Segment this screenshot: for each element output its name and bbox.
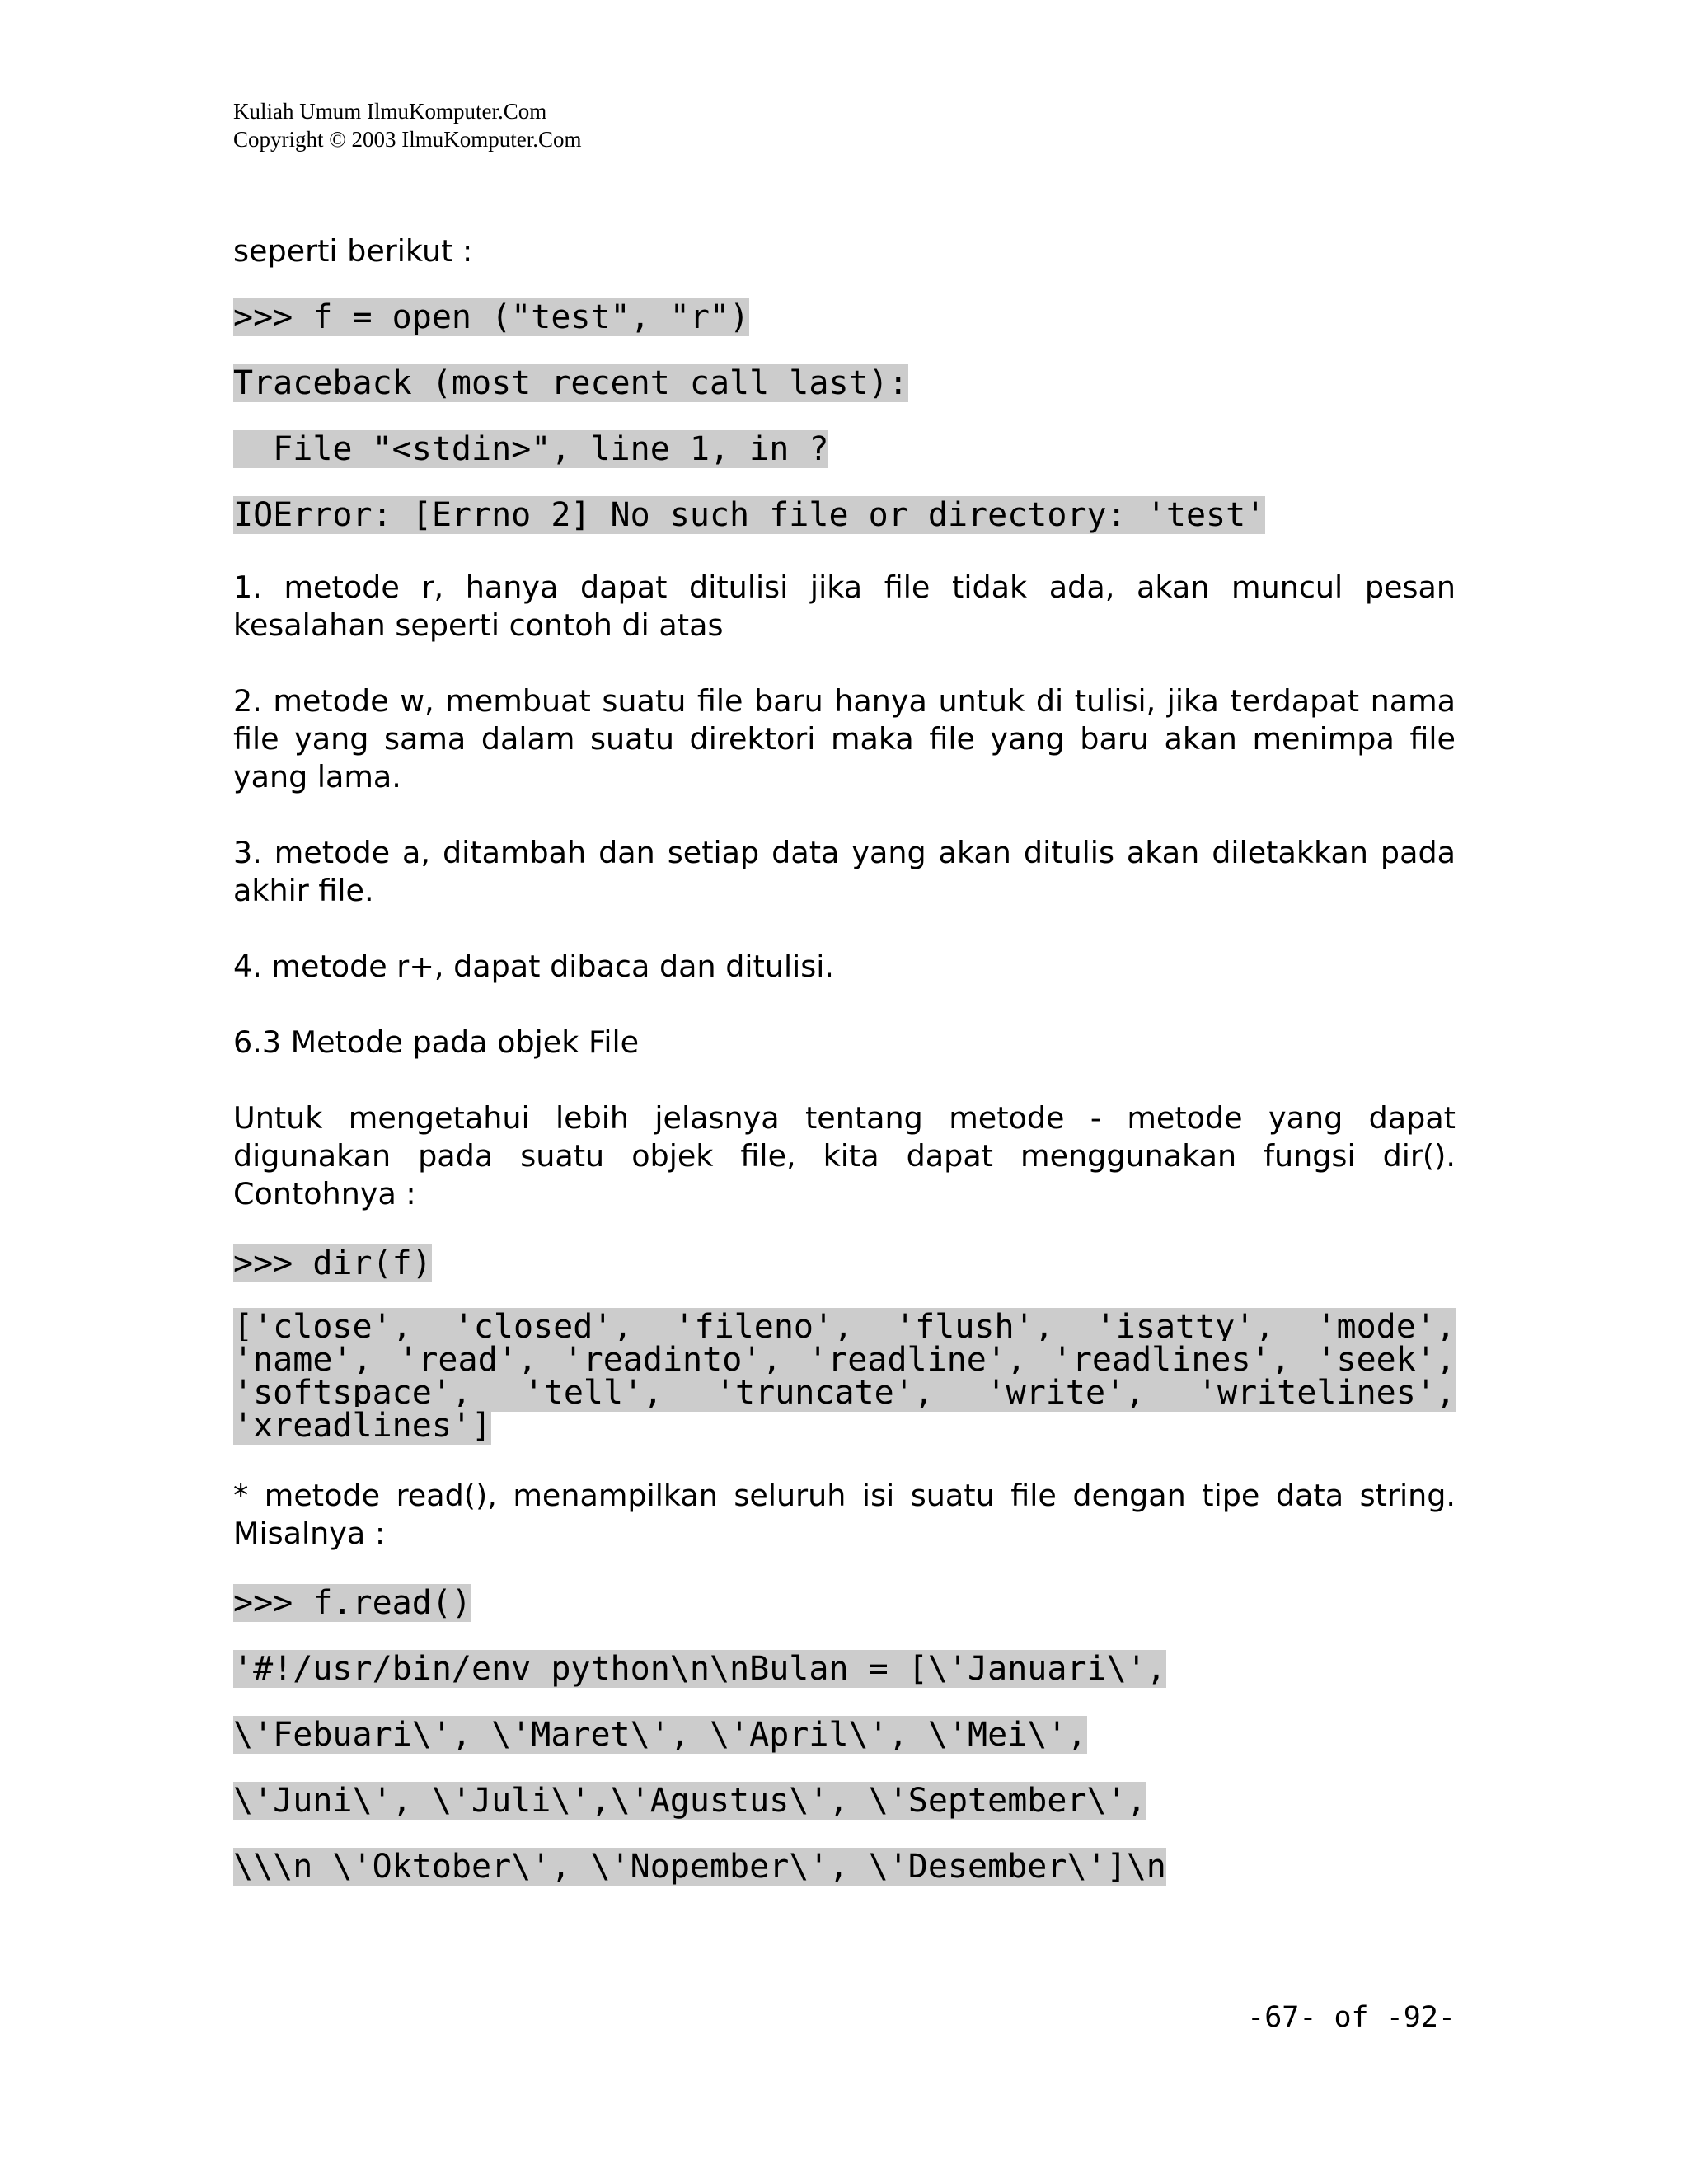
header-copyright: Copyright © 2003 IlmuKomputer.Com [233,127,582,152]
code-read-output-line-4-text: \\\n \'Oktober\', \'Nopember\', \'Desember\']\n [233,1848,1166,1886]
page-number: -67- of -92- [1247,2001,1456,2034]
code-read-command-text: >>> f.read() [233,1584,471,1622]
code-read-output-line-3-text: \'Juni\', \'Juli\',\'Agustus\', \'September\', [233,1782,1146,1820]
method-a-paragraph: 3. metode a, ditambah dan setiap data yang akan ditulis akan diletakkan pada akhir file. [233,835,1456,908]
method-r-paragraph: 1. metode r, hanya dapat ditulisi jika file tidak ada, akan muncul pesan kesalahan seperti contoh di atas [233,569,1456,643]
read-method-paragraph: * metode read(), menampilkan seluruh isi suatu file dengan tipe data string. Misalnya : [233,1478,1456,1551]
code-dir-command [233,1244,1456,1282]
code-read-output-line-1-text: '#!/usr/bin/env python\n\nBulan = [\'Januari\', [233,1650,1166,1688]
code-read-command [233,1584,1456,1622]
code-read-output-line-4 [233,1848,1456,1886]
code-ioerror-line-text: IOError: [Errno 2] No such file or directory: 'test' [233,496,1266,534]
intro-text: seperti berikut : [233,233,473,269]
code-file-line [233,430,1456,468]
code-dir-output-text: ['close', 'closed', 'fileno', 'flush', 'isatty', 'mode', 'name', 'read', 'readinto', 'readline', 'readlines', 'seek', 'softspace', 'tell', 'truncate', 'write', 'writelines', 'xreadlines'] [233,1308,1456,1445]
page-content [233,232,1456,1886]
code-read-output-line-1 [233,1650,1456,1688]
header-course-title: Kuliah Umum IlmuKomputer.Com [233,99,547,124]
code-open-command [233,298,1456,336]
code-traceback-line-text: Traceback (most recent call last): [233,364,908,402]
method-w-paragraph: 2. metode w, membuat suatu file baru hanya untuk di tulisi, jika terdapat nama file yang sama dalam suatu direktori maka file yang baru akan menimpa file yang lama. [233,683,1456,794]
section-intro-paragraph: Untuk mengetahui lebih jelasnya tentang metode - metode yang dapat digunakan pada suatu objek file, kita dapat menggunakan fungsi dir(). Contohnya : [233,1100,1456,1212]
section-heading: 6.3 Metode pada objek File [233,1024,640,1060]
code-open-command-text: >>> f = open ("test", "r") [233,298,750,336]
code-dir-output [233,1308,1456,1445]
code-file-line-text: File "<stdin>", line 1, in ? [233,430,829,468]
code-read-output-line-3 [233,1782,1456,1820]
code-traceback-line [233,364,1456,402]
code-read-output-line-2-text: \'Febuari\', \'Maret\', \'April\', \'Mei\', [233,1716,1087,1754]
code-ioerror-line [233,496,1456,534]
page-header [233,97,582,153]
code-dir-command-text: >>> dir(f) [233,1244,432,1282]
code-read-output-line-2 [233,1716,1456,1754]
method-rplus-paragraph: 4. metode r+, dapat dibaca dan ditulisi. [233,949,835,984]
